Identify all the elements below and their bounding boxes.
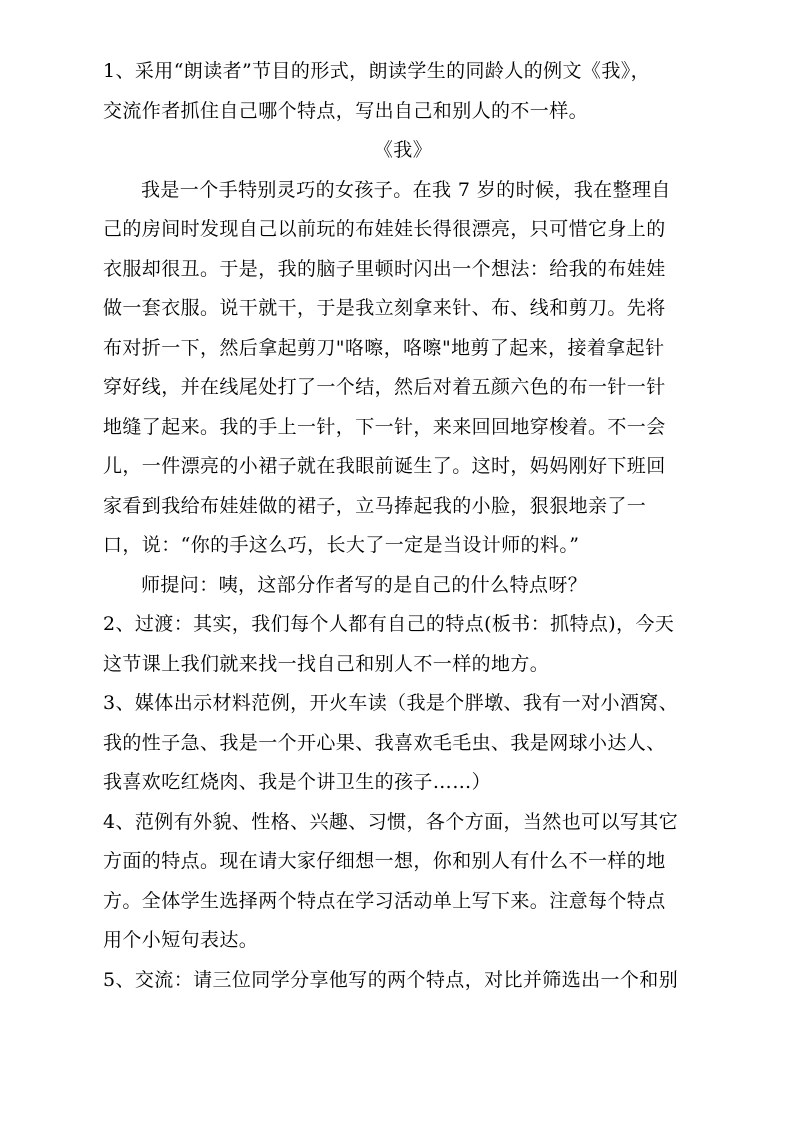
essay-line-4: 做一套衣服。说干就干，于是我立刻拿来针、布、线和剪刀。先将 <box>103 297 666 319</box>
paragraph-3-line-1: 3、媒体出示材料范例，开火车读（我是个胖墩、我有一对小酒窝、 <box>103 692 679 714</box>
essay-line-1: 我是一个手特别灵巧的女孩子。在我 7 岁的时候，我在整理自 <box>141 178 671 201</box>
paragraph-4-line-2: 方面的特点。现在请大家仔细想一想，你和别人有什么不一样的地 <box>103 850 666 872</box>
paragraph-5-line-1: 5、交流：请三位同学分享他写的两个特点，对比并筛选出一个和别 <box>103 968 679 991</box>
essay-title: 《我》 <box>373 139 433 161</box>
essay-line-6: 穿好线，并在线尾处打了一个结，然后对着五颜六色的布一针一针 <box>103 376 666 398</box>
paragraph-2-line-2: 这节课上我们就来找一找自己和别人不一样的地方。 <box>103 652 550 675</box>
paragraph-4-line-3: 方。全体学生选择两个特点在学习活动单上写下来。注意每个特点 <box>103 889 666 912</box>
essay-line-3: 衣服却很丑。于是，我的脑子里顿时闪出一个想法：给我的布娃娃 <box>103 257 666 280</box>
essay-line-5: 布对折一下，然后拿起剪刀"咯嚓，咯嚓"地剪了起来，接着拿起针 <box>103 336 665 359</box>
paragraph-3-line-2: 我的性子急、我是一个开心果、我喜欢毛毛虫、我是网球小达人、 <box>103 731 666 754</box>
paragraph-2-line-1: 2、过渡：其实，我们每个人都有自己的特点(板书：抓特点)，今天 <box>103 613 675 635</box>
paragraph-1-line-2: 交流作者抓住自己哪个特点，写出自己和别人的不一样。 <box>103 99 589 122</box>
teacher-question: 师提问：咦，这部分作者写的是自己的什么特点呀？ <box>141 573 588 596</box>
essay-line-2: 己的房间时发现自己以前玩的布娃娃长得很漂亮，只可惜它身上的 <box>103 218 666 240</box>
document-body <box>103 52 703 1000</box>
essay-line-7: 地缝了起来。我的手上一针，下一针，来来回回地穿梭着。不一会 <box>103 415 666 438</box>
essay-line-8: 儿，一件漂亮的小裙子就在我眼前诞生了。这时，妈妈刚好下班回 <box>103 455 666 477</box>
paragraph-1-line-1: 1、采用“朗读者”节目的形式，朗读学生的同龄人的例文《我》， <box>103 60 651 82</box>
paragraph-4-line-1: 4、范例有外貌、性格、兴趣、习惯，各个方面，当然也可以写其它 <box>103 810 679 833</box>
essay-line-9: 家看到我给布娃娃做的裙子，立马捧起我的小脸，狠狠地亲了一 <box>103 494 647 517</box>
paragraph-4-line-4: 用个小短句表达。 <box>103 929 259 951</box>
paragraph-3-line-3: 我喜欢吃红烧肉、我是个讲卫生的孩子……） <box>103 771 492 793</box>
essay-line-10: 口，说：“你的手这么巧，长大了一定是当设计师的料。” <box>103 534 580 556</box>
